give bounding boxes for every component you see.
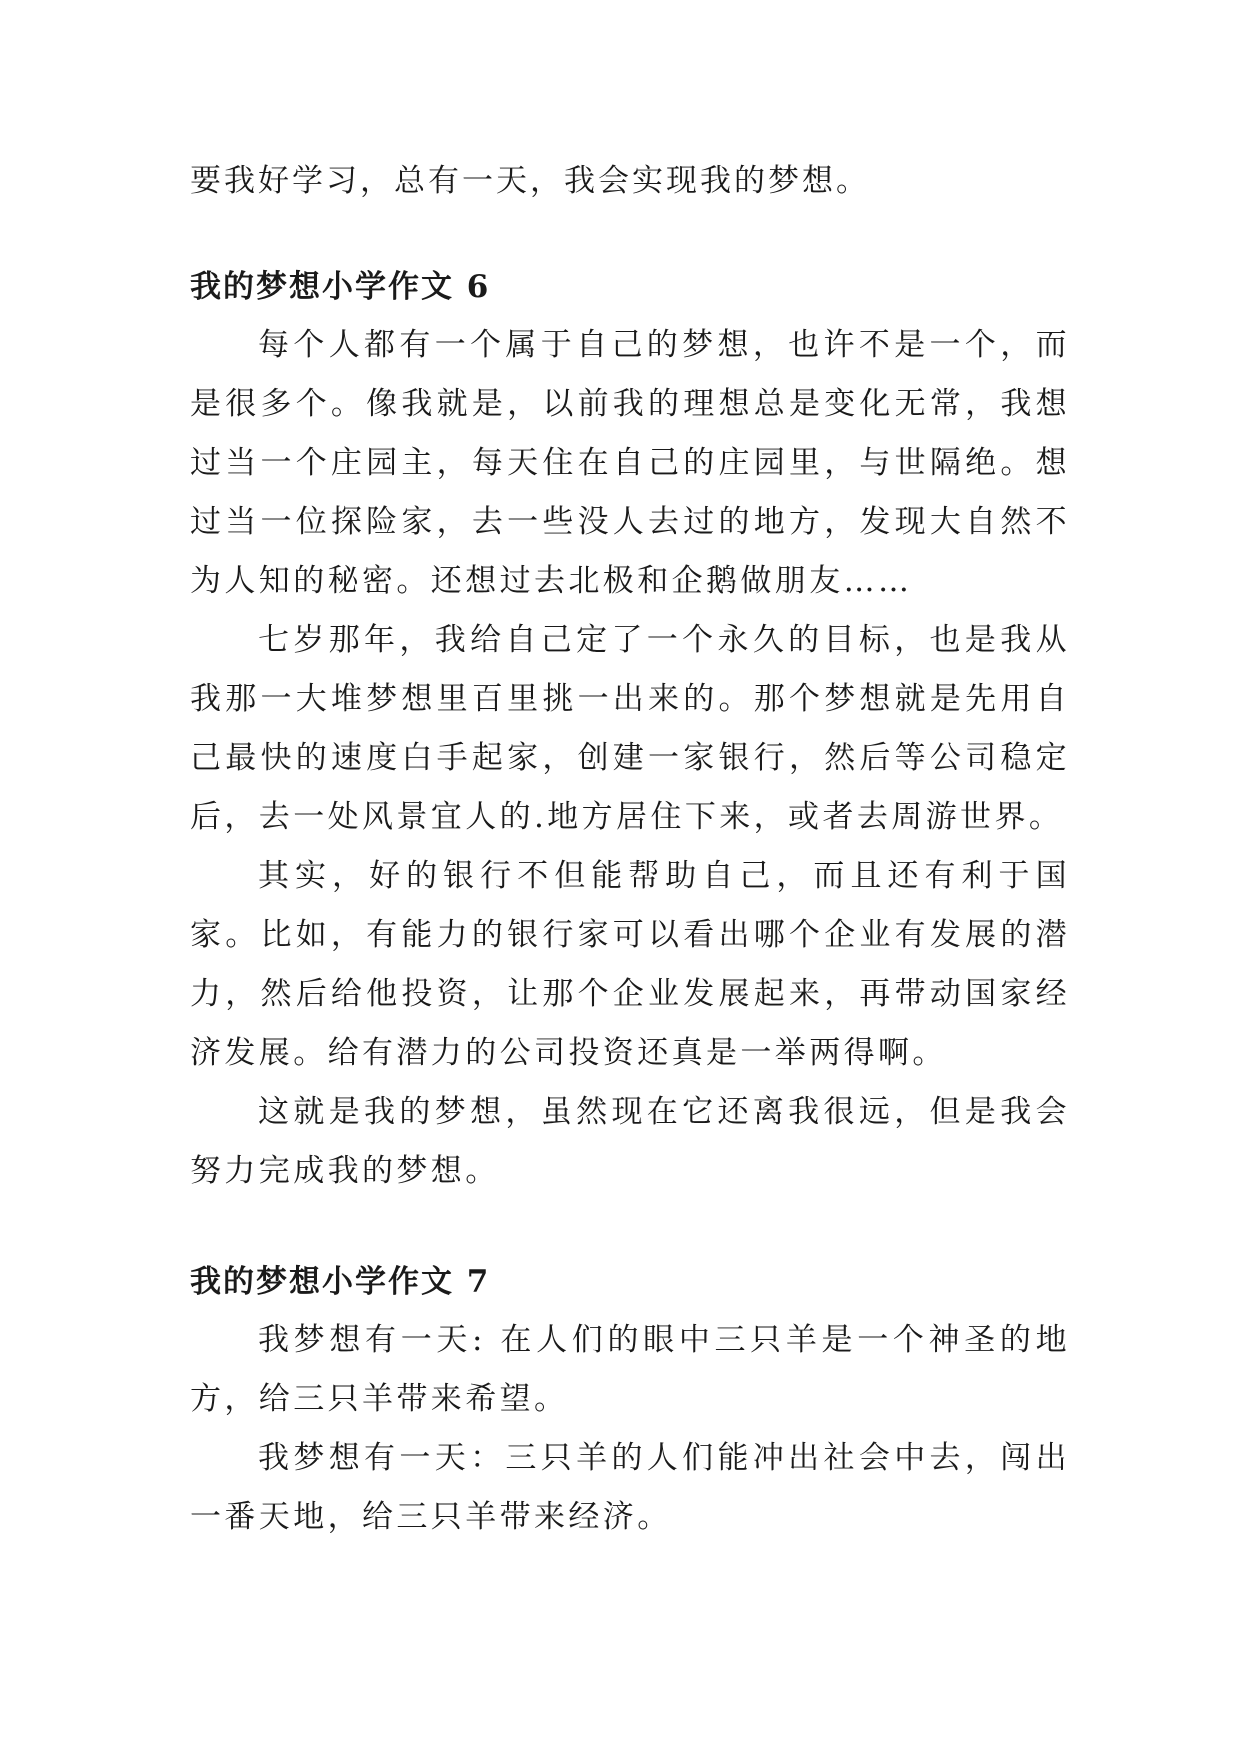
continuation-line: 要我好学习，总有一天，我会实现我的梦想。 (190, 163, 870, 199)
paragraph: 其实，好的银行不但能帮助自己，而且还有利于国家。比如，有能力的银行家可以看出哪个企业有发展的潜力，然后给他投资，让那个企业发展起来，再带动国家经济发展。给有潜力的公司投资还真是一举两得啊。 (190, 858, 1070, 1071)
essay-section-6 (190, 258, 1070, 1201)
essay-section-7 (190, 1253, 1070, 1547)
paragraph: 这就是我的梦想，虽然现在它还离我很远，但是我会努力完成我的梦想。 (190, 1094, 1070, 1189)
paragraph: 我梦想有一天: 在人们的眼中三只羊是一个神圣的地方，给三只羊带来希望。 (190, 1322, 1070, 1417)
paragraph: 每个人都有一个属于自己的梦想，也许不是一个，而是很多个。像我就是，以前我的理想总是变化无常，我想过当一个庄园主，每天住在自己的庄园里，与世隔绝。想过当一位探险家，去一些没人去过的地方，发现大自然不为人知的秘密。还想过去北极和企鹅做朋友…… (190, 327, 1070, 599)
paragraph: 我梦想有一天：三只羊的人们能冲出社会中去，闯出一番天地，给三只羊带来经济。 (190, 1440, 1070, 1535)
section-title: 我的梦想小学作文 6 (190, 269, 491, 305)
paragraph: 七岁那年，我给自己定了一个永久的目标，也是我从我那一大堆梦想里百里挑一出来的。那个梦想就是先用自己最快的速度白手起家，创建一家银行，然后等公司稳定后，去一处风景宜人的.地方居住下来，或者去周游世界。 (190, 622, 1070, 835)
section-spacer (190, 1201, 1070, 1253)
section-title: 我的梦想小学作文 7 (190, 1264, 491, 1300)
section-spacer (190, 210, 1070, 258)
document-body (190, 152, 1070, 1547)
